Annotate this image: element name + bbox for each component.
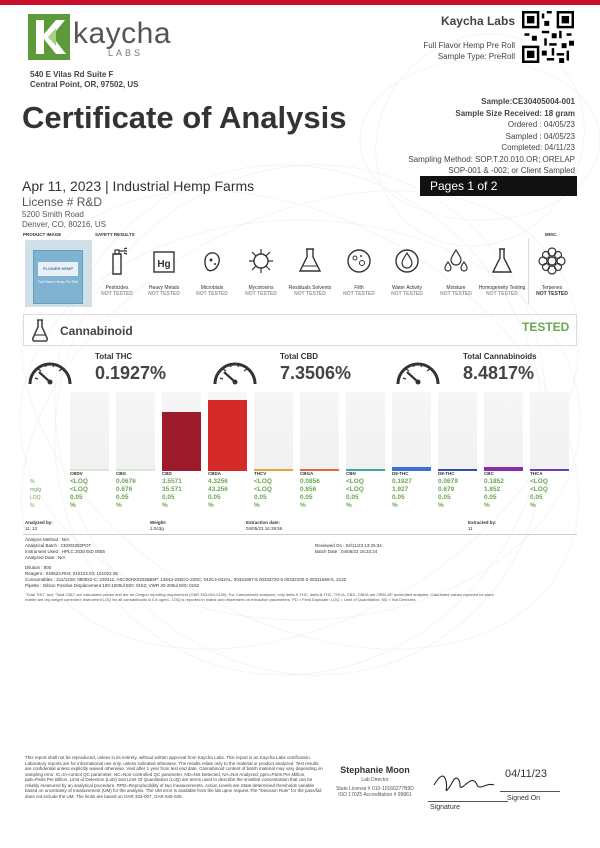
chart-column xyxy=(530,392,569,470)
signed-date: 04/11/23 xyxy=(505,768,548,780)
unit-loq: LOQ xyxy=(30,495,41,501)
analyte-pct: 0.1852 xyxy=(484,478,504,485)
microbe-icon xyxy=(197,246,227,276)
safety-status: NOT TESTED xyxy=(148,291,180,297)
cannabinoid-title: Cannabinoid xyxy=(60,324,133,338)
analyte-pct: <LOQ xyxy=(530,478,548,485)
analyte-loq: 0.05 xyxy=(162,494,175,501)
client-address: 5200 Smith Road Denver, CO, 80216, US xyxy=(22,210,107,229)
signature-line xyxy=(428,801,508,802)
chart-column xyxy=(346,392,385,470)
total-value: 0.1927% xyxy=(95,363,167,383)
heavy-metal-icon xyxy=(149,246,179,276)
analyte-pct: 0.0676 xyxy=(116,478,136,485)
product-can-label: FLOWER HEMP xyxy=(38,262,78,276)
gauge-icon xyxy=(393,352,443,388)
safety-name: Terpenes xyxy=(541,285,563,291)
analyte-name: CBD xyxy=(162,471,172,476)
analyte-unit: % xyxy=(346,502,352,509)
review-details: Reviewed On : 04/11/23 13:25:34 Batch Date : 04/06/23 16:33:24 xyxy=(315,543,382,554)
analyte-pct: <LOQ xyxy=(70,478,88,485)
chart-column xyxy=(392,392,431,470)
analyte-unit: % xyxy=(70,502,76,509)
qr-code-icon[interactable] xyxy=(522,11,574,63)
analyte-pct: 0.0679 xyxy=(438,478,458,485)
safety-status: NOT TESTED xyxy=(196,291,228,297)
flask-icon xyxy=(30,318,50,342)
safety-name: Microbials xyxy=(200,285,224,291)
analyte-unit: % xyxy=(484,502,490,509)
virus-icon xyxy=(246,246,276,276)
analyte-name: CBN xyxy=(346,471,356,476)
footnote: "Total THC" and "Total CBD" are calculated values and are an Oregon reporting requirement (OAR 333-064-0100). For Cannabinoid analyses, only delta-9-THC, delta-8-THC, THCA, CBD, CBDA are ORELAP accredited analytes. Calculated values reported for plant matter are dry-weight corrected; Instrument LOQ for all cannabinoids is 0.5 ug/mL. LOQ is reported in matrix and dependent on extraction parameters. PD = Field Duplicate; LOQ = Limit of Quantitation; ND = Not Detected. xyxy=(25,592,494,602)
analyte-loq: 0.05 xyxy=(392,494,405,501)
analyte-name: D9-THC xyxy=(392,471,409,476)
chart-column xyxy=(438,392,477,470)
unit-mg: mg/g xyxy=(30,487,42,493)
extraction-date: Extraction date: 04/05/23 16:39:56 xyxy=(246,520,283,531)
cannabinoid-status: TESTED xyxy=(522,320,570,334)
analyte-loq: 0.05 xyxy=(438,494,451,501)
chart-column xyxy=(70,392,109,470)
unit-pct-loq: % xyxy=(30,503,35,509)
analyte-mg: 35.571 xyxy=(162,486,182,493)
safety-item-moisture xyxy=(432,246,480,297)
chart-bar-cbda xyxy=(208,400,247,470)
safety-name: Pesticides xyxy=(105,285,129,291)
weight: Weight: 1.043g xyxy=(150,520,167,531)
analyte-unit: % xyxy=(162,502,168,509)
sample-info: Sample:CE30405004-001 Sample Size Received: 18 gram Ordered : 04/05/23 Sampled : 04/05/23 Completed: 04/11/23 Sampling Method: SOP.T.20.010.OR; ORELAP SOP-001 & -002; or Client Sampled xyxy=(408,97,575,175)
safety-status: NOT TESTED xyxy=(294,291,326,297)
analyte-name: CBDA xyxy=(208,471,221,476)
safety-status: NOT TESTED xyxy=(486,291,518,297)
date-line xyxy=(500,791,560,792)
flask-icon xyxy=(295,246,325,276)
chart-column xyxy=(116,392,155,470)
unit-pct: % xyxy=(30,479,35,485)
brand-name: kaycha xyxy=(73,17,172,50)
analyte-mg: <LOQ xyxy=(254,486,272,493)
page-count-badge: Pages 1 of 2 xyxy=(420,176,577,196)
kaycha-logo xyxy=(28,14,70,60)
spray-bottle-icon xyxy=(102,246,132,276)
analyte-loq: 0.05 xyxy=(300,494,313,501)
safety-item-residuals-solvents xyxy=(286,246,334,297)
analyte-pct: <LOQ xyxy=(254,478,272,485)
safety-name: Filth xyxy=(354,285,364,291)
analyte-pct: 0.0856 xyxy=(300,478,320,485)
client-license: License # R&D xyxy=(22,195,103,209)
safety-item-heavy-metals xyxy=(140,246,188,297)
analyte-name: CBDV xyxy=(70,471,83,476)
safety-name: Heavy Metals xyxy=(148,285,180,291)
safety-status: NOT TESTED xyxy=(391,291,423,297)
analyte-unit: % xyxy=(300,502,306,509)
page-title: Certificate of Analysis xyxy=(22,100,347,135)
safety-item-terpenes xyxy=(528,246,576,297)
safety-name: Homogeneity Testing xyxy=(478,285,526,291)
reagent-details: Dilution : 800 Reagent : 040623.R04; 010123.03; 101022.05 Consumables : 211/1228; 080922-C; 230411; ASC00HX02026B5P; 12543-225CO-225C; 042C4-042AL; 00331867-5 00333720-5 00332100-2 00331868-5, 2132 Pipette : Gilson Positive Displacement 100-1000ul EID: 0152; VWR 20-200ul EID: 0182 xyxy=(25,565,347,588)
gauge-icon xyxy=(25,352,75,388)
extracted-by: Extracted by: 11 xyxy=(468,520,497,531)
total-label: Total THC xyxy=(95,352,133,361)
analyte-unit: % xyxy=(116,502,122,509)
analyte-pct: <LOQ xyxy=(346,478,364,485)
safety-item-water-activity xyxy=(383,246,431,297)
total-label: Total Cannabinoids xyxy=(463,352,537,361)
safety-item-microbials xyxy=(188,246,236,297)
disclaimer: This report shall not be reproduced, unless in its entirety, without written approval from Kaycha Labs. This report is an Kaycha Labs certification. Laboratory reports are for informational use only, unless indicated otherwise. The results relate only to the material or product analyzed. Test results are confidential unless explicitly waived otherwise. Void after 1 year from test end date. Cannabinoid content of batch material may vary depending on sampling error. IC=In-control QC parameter, NC=Non-controlled QC parameter, ND=Not Detected, NA=Not Analyzed, ppm=Parts Per Million, ppb=Parts Per Billion. Limit of Detection (LoD) and Limit Of Quantitation (LoQ) are terms used to describe the smallest concentration that can be reliably measured by an analytical procedure. RPD=Reproducibility of two measurements. Action Levels are State determined thresholds variable based on uncertainty of measurement (UM) for the analysis. The UM error is available from the lab upon request.The "Decision Rule" for the pass/fail does not include the UM. The limits are based on OAR 333-007, OAR 845-025. xyxy=(25,755,323,799)
safety-name: Moisture xyxy=(446,285,466,291)
chart-column xyxy=(254,392,293,470)
safety-name: Mycotoxins xyxy=(248,285,274,291)
analyte-name: CBG xyxy=(116,471,126,476)
analysis-details: Analysis Method : N/A Analytical Batch : CE002282POT Instrument Used : HPLC 2030 EID 0055 Analyzed Date : N/A xyxy=(25,537,106,560)
analyte-mg: <LOQ xyxy=(346,486,364,493)
analyte-name: D8-THC xyxy=(438,471,455,476)
analyte-loq: 0.05 xyxy=(70,494,83,501)
safety-status: NOT TESTED xyxy=(245,291,277,297)
product-can-sublabel: Full Flavor Hemp Pre Roll xyxy=(37,280,79,284)
analyte-loq: 0.05 xyxy=(254,494,267,501)
terpene-icon xyxy=(537,246,567,276)
handwritten-signature xyxy=(430,765,500,799)
svg-text:Hg: Hg xyxy=(157,259,171,270)
safety-status: NOT TESTED xyxy=(101,291,133,297)
safety-status: NOT TESTED xyxy=(440,291,472,297)
product-can xyxy=(33,250,83,304)
analyte-loq: 0.05 xyxy=(116,494,129,501)
analyte-unit: % xyxy=(208,502,214,509)
misc-divider xyxy=(528,238,529,304)
lab-address: 540 E Vilas Rd Suite F Central Point, OR, 97502, US xyxy=(30,70,139,89)
total-value: 7.3506% xyxy=(280,363,352,383)
analyte-unit: % xyxy=(254,502,260,509)
analyte-unit: % xyxy=(392,502,398,509)
product-image-label: PRODUCT IMAGE xyxy=(23,232,62,237)
safety-item-homogeneity-testing xyxy=(478,246,526,297)
chart-column xyxy=(300,392,339,470)
signer-licenses: State License # 010-10166277B9D ISO 17025 Accreditation # 99861 xyxy=(336,786,414,798)
analyte-unit: % xyxy=(530,502,536,509)
analyte-mg: <LOQ xyxy=(530,486,548,493)
meta-divider xyxy=(23,534,577,535)
analyte-unit: % xyxy=(438,502,444,509)
analyte-loq: 0.05 xyxy=(346,494,359,501)
product-info: Full Flavor Hemp Pre Roll Sample Type: PreRoll xyxy=(423,41,515,61)
safety-results-label: SAFETY RESULTS xyxy=(95,232,135,237)
client-date-name: Apr 11, 2023 | Industrial Hemp Farms xyxy=(22,178,255,194)
petri-dish-icon xyxy=(344,246,374,276)
analyte-loq: 0.05 xyxy=(484,494,497,501)
signer-role: Lab Director xyxy=(361,777,389,783)
signer-name: Stephanie Moon xyxy=(340,765,410,775)
safety-item-mycotoxins xyxy=(237,246,285,297)
analyte-loq: 0.05 xyxy=(530,494,543,501)
gauge-icon xyxy=(210,352,260,388)
analyte-pct: 0.1927 xyxy=(392,478,412,485)
safety-item-pesticides xyxy=(93,246,141,297)
safety-status: NOT TESTED xyxy=(343,291,375,297)
analyte-mg: 0.856 xyxy=(300,486,317,493)
analyte-name: THCA xyxy=(530,471,543,476)
total-value: 8.4817% xyxy=(463,363,535,383)
analyte-name: THCV xyxy=(254,471,267,476)
chart-column xyxy=(484,392,523,470)
analyte-mg: 0.676 xyxy=(116,486,133,493)
safety-name: Residuals Solvents xyxy=(288,285,332,291)
signed-on-label: Signed On xyxy=(507,795,541,802)
analyte-mg: <LOQ xyxy=(70,486,88,493)
analyte-pct: 3.5571 xyxy=(162,478,182,485)
drops-icon xyxy=(441,246,471,276)
misc-label: MISC. xyxy=(545,232,558,237)
lab-name: Kaycha Labs xyxy=(440,14,515,28)
analyte-name: CBC xyxy=(484,471,494,476)
total-label: Total CBD xyxy=(280,352,319,361)
signature-label: Signature xyxy=(430,804,460,811)
chart-bar-cbd xyxy=(162,412,201,470)
water-drop-icon xyxy=(392,246,422,276)
analyzed-by: Analyzed by: 11, 12 xyxy=(25,520,53,531)
safety-status: NOT TESTED xyxy=(536,291,568,297)
beaker-icon xyxy=(487,246,517,276)
safety-name: Water Activity xyxy=(391,285,423,291)
analyte-pct: 4.3256 xyxy=(208,478,228,485)
analyte-loq: 0.05 xyxy=(208,494,221,501)
analyte-name: CBGA xyxy=(300,471,314,476)
analyte-mg: 1.927 xyxy=(392,486,409,493)
analyte-mg: 1.852 xyxy=(484,486,501,493)
brand-subtitle: LABS xyxy=(108,48,144,58)
analyte-mg: 43.256 xyxy=(208,486,228,493)
analyte-mg: 0.679 xyxy=(438,486,455,493)
safety-item-filth xyxy=(335,246,383,297)
top-accent-bar xyxy=(0,0,600,5)
